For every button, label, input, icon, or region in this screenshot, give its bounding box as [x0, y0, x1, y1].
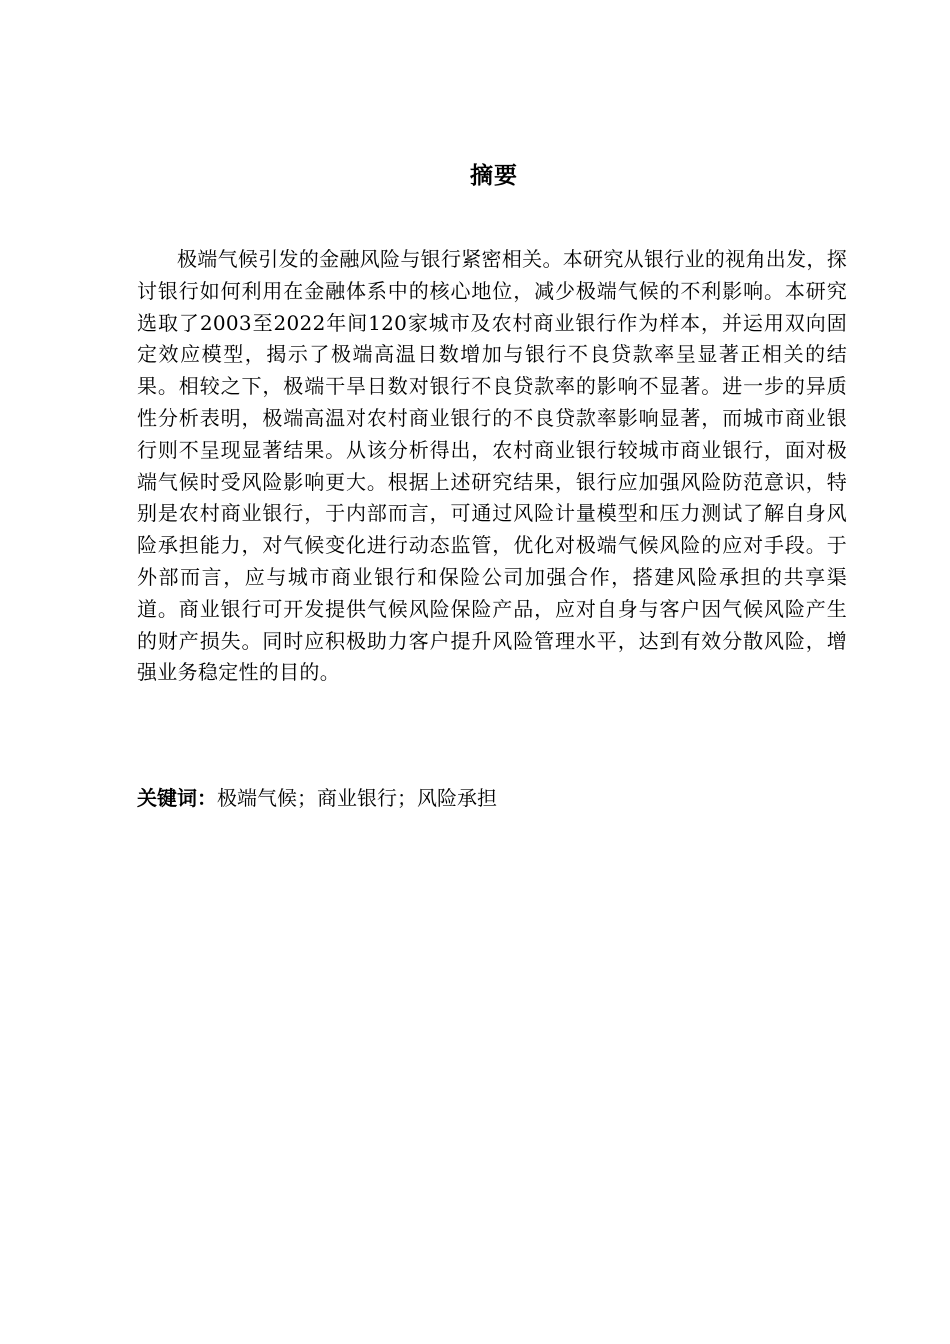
abstract-title: 摘要 [470, 163, 518, 189]
keywords-line [137, 782, 847, 814]
keywords-value: 极端气候；商业银行；风险承担 [217, 786, 497, 810]
abstract-body: 极端气候引发的金融风险与银行紧密相关。本研究从银行业的视角出发，探讨银行如何利用在金融体系中的核心地位，减少极端气候的不利影响。本研究选取了2003至2022年间120家城市及农村商业银行作为样本，并运用双向固定效应模型，揭示了极端高温日数增加与银行不良贷款率呈显著正相关的结果。相较之下，极端干旱日数对银行不良贷款率的影响不显著。进一步的异质性分析表明，极端高温对农村商业银行的不良贷款率影响显著，而城市商业银行则不呈现显著结果。从该分析得出，农村商业银行较城市商业银行，面对极端气候时受风险影响更大。根据上述研究结果，银行应加强风险防范意识，特别是农村商业银行，于内部而言，可通过风险计量模型和压力测试了解自身风险承担能力，对气候变化进行动态监管，优化对极端气候风险的应对手段。于外部而言，应与城市商业银行和保险公司加强合作，搭建风险承担的共享渠道。商业银行可开发提供气候风险保险产品，应对自身与客户因气候风险产生的财产损失。同时应积极助力客户提升风险管理水平，达到有效分散风险，增强业务稳定性的目的。 [137, 247, 847, 685]
keywords-label: 关键词： [137, 786, 217, 810]
